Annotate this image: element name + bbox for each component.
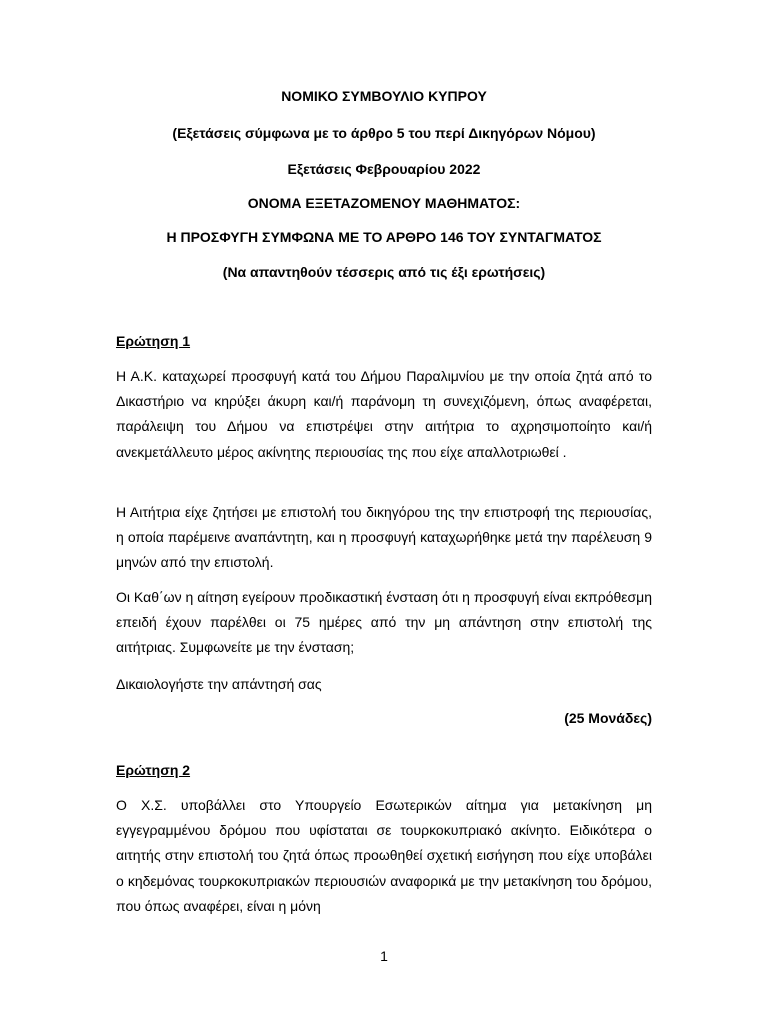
question-1-paragraph-2: Η Αιτήτρια είχε ζητήσει με επιστολή του δικηγόρου της την επιστροφή της περιουσίας, η οποία παρέμεινε αναπάντητη, και η προσφυγή καταχωρήθηκε μετά την παρέλευση 9 μηνών από την επιστολή. — [116, 504, 652, 571]
question-1-points: (25 Μονάδες) — [564, 710, 652, 726]
question-2-paragraph-1: Ο Χ.Σ. υποβάλλει στο Υπουργείο Εσωτερικών αίτημα για μετακίνηση μη εγγεγραμμένου δρόμου που υφίσταται σε τουρκοκυπριακό ακίνητο. Ειδικότερα ο αιτητής στην επιστολή του ζητά όπως προωθηθεί σχετική εισήγηση που είχε υποβάλει ο κηδεμόνας τουρκοκυπριακών περιουσιών αναφορικά με την μετακίνηση του δρόμου, που όπως αναφέρει, είναι η μόνη — [116, 797, 652, 914]
question-1-paragraph-1: Η Α.Κ. καταχωρεί προσφυγή κατά του Δήμου Παραλιμνίου με την οποία ζητά από το Δικαστήριο να κηρύξει άκυρη και/ή παράνομη τη συνεχιζόμενη, όπως αναφέρεται, παράλειψη του Δήμου να επιστρέψει στην αιτήτρια το αχρησιμοποίητο και/ή ανεκμετάλλευτο μέρος ακίνητης περιουσίας της που είχε απαλλοτριωθεί . — [116, 368, 652, 460]
question-2-heading: Ερώτηση 2 — [116, 762, 191, 778]
exam-session: Εξετάσεις Φεβρουαρίου 2022 — [287, 161, 481, 177]
question-1-paragraph-3: Οι Καθ΄ων η αίτηση εγείρουν προδικαστική ένσταση ότι η προσφυγή είναι εκπρόθεσμη επειδή έχουν παρέλθει οι 75 ημέρες από την μη απάντηση στην επιστολή της αιτήτριας. Συμφωνείτε με την ένσταση; — [116, 589, 652, 656]
subject-label: ΟΝΟΜΑ ΕΞΕΤΑΖΟΜΕΝΟΥ ΜΑΘΗΜΑΤΟΣ: — [247, 195, 521, 211]
page-number: 1 — [380, 948, 388, 964]
question-1-heading: Ερώτηση 1 — [116, 333, 191, 349]
subject-title: Η ΠΡΟΣΦΥΓΗ ΣΥΜΦΩΝΑ ΜΕ ΤΟ ΑΡΘΡΟ 146 ΤΟΥ ΣΥΝΤΑΓΜΑΤΟΣ — [166, 229, 602, 245]
question-1-paragraph-4: Δικαιολογήστε την απάντησή σας — [116, 676, 322, 692]
council-title: ΝΟΜΙΚΟ ΣΥΜΒΟΥΛΙΟ ΚΥΠΡΟΥ — [281, 88, 487, 104]
instructions: (Να απαντηθούν τέσσερις από τις έξι ερωτήσεις) — [222, 264, 546, 280]
exam-basis: (Εξετάσεις σύμφωνα με το άρθρο 5 του περί Δικηγόρων Νόμου) — [172, 125, 596, 141]
